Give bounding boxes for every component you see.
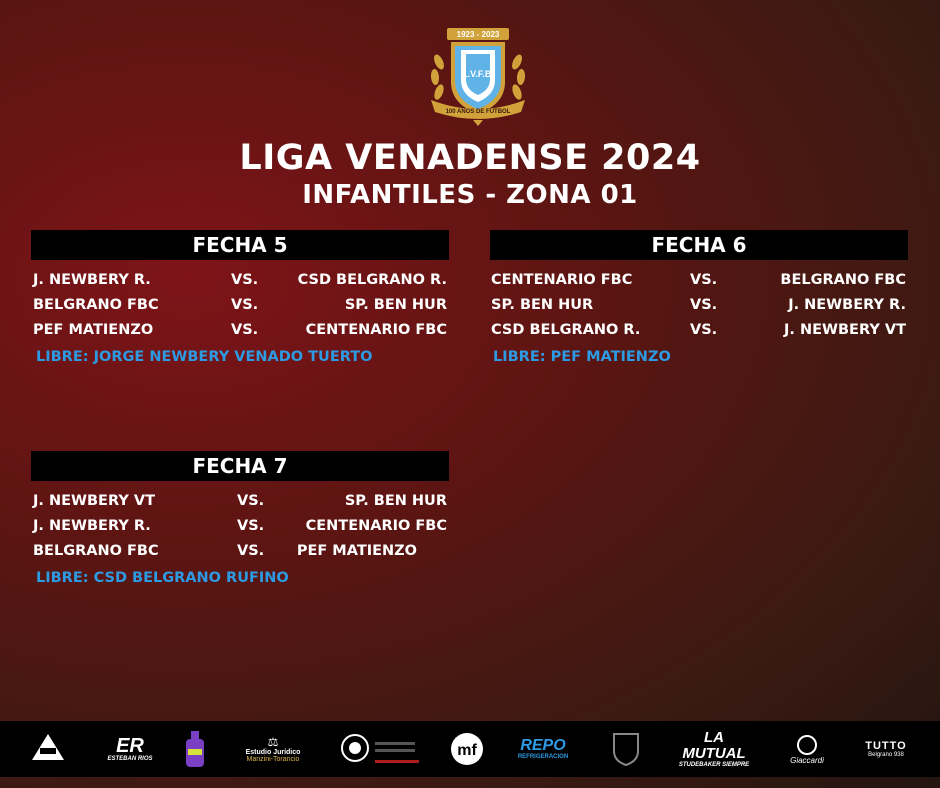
fecha-7-title: FECHA 7 (31, 451, 449, 481)
away-team: SP. BEN HUR (344, 493, 447, 509)
away-team: J. NEWBERY R. (788, 297, 906, 313)
sponsor-logo-1 (26, 729, 70, 769)
away-team: CENTENARIO FBC (305, 518, 447, 534)
match-row (490, 272, 908, 297)
estudio-name: Manzini-Torancio (246, 756, 300, 763)
home-team: CENTENARIO FBC (491, 272, 633, 288)
away-team: J. NEWBERY VT (784, 322, 906, 338)
vs-label: VS. (231, 272, 259, 288)
repo-sub: REFRIGERACION (517, 754, 569, 760)
page-subtitle: INFANTILES - ZONA 01 (302, 180, 638, 210)
match-row (31, 493, 449, 518)
giaccardi-name: Giaccardi (790, 755, 824, 765)
fecha-7-block (31, 451, 449, 586)
vs-label: VS. (231, 322, 259, 338)
vs-label: VS. (231, 297, 259, 313)
away-team: CENTENARIO FBC (305, 322, 447, 338)
libre-team: LIBRE: PEF MATIENZO (493, 349, 671, 365)
match-row (490, 297, 908, 322)
la-mutual-mark: LA MUTUAL (682, 729, 746, 762)
sponsor-esteban-rios (100, 729, 160, 769)
svg-text:mf: mf (457, 742, 477, 759)
crest-initials: L.V.F.B. (462, 69, 494, 79)
la-mutual-sub: STUDEBAKER SIEMPRE (678, 762, 750, 768)
sponsor-mf-logo (446, 729, 488, 769)
away-team: BELGRANO FBC (780, 272, 906, 288)
esteban-rios-mark: ER (116, 735, 144, 757)
home-team: J. NEWBERY VT (33, 493, 155, 509)
liga-crest-logo (425, 22, 531, 128)
match-row (31, 518, 449, 543)
home-team: PEF MATIENZO (33, 322, 154, 338)
match-row (31, 272, 449, 297)
sponsor-repo (506, 729, 580, 769)
sponsor-logo-circle (338, 729, 420, 769)
fecha-6-title: FECHA 6 (490, 230, 908, 260)
match-row (31, 297, 449, 322)
match-row (490, 322, 908, 347)
libre-team: LIBRE: JORGE NEWBERY VENADO TUERTO (36, 349, 373, 365)
fecha-5-block (31, 230, 449, 365)
away-team: CSD BELGRANO R. (297, 272, 447, 288)
sponsor-crest-logo (604, 729, 648, 769)
crest-years: 1923 - 2023 (456, 30, 500, 39)
fecha-6-block (490, 230, 908, 365)
tutto-mark: TUTTO (865, 740, 907, 752)
home-team: BELGRANO FBC (33, 297, 159, 313)
vs-label: VS. (690, 297, 718, 313)
vs-label: VS. (237, 543, 265, 559)
home-team: J. NEWBERY R. (33, 272, 151, 288)
repo-mark: REPO (520, 737, 566, 754)
libre-team: LIBRE: CSD BELGRANO RUFINO (36, 570, 289, 586)
fecha-5-title: FECHA 5 (31, 230, 449, 260)
tutto-address: Belgrano 938 (868, 752, 904, 758)
estudio-title: Estudio Jurídico (245, 749, 301, 756)
home-team: BELGRANO FBC (33, 543, 159, 559)
sponsor-bottle-logo (178, 729, 212, 769)
home-team: SP. BEN HUR (491, 297, 594, 313)
away-team: PEF MATIENZO (296, 543, 417, 559)
scales-icon: ⚖ (267, 735, 279, 749)
vs-label: VS. (690, 322, 718, 338)
esteban-rios-name: ESTEBAN RIOS (107, 756, 153, 762)
sponsor-estudio-juridico (240, 729, 306, 769)
away-team: SP. BEN HUR (344, 297, 447, 313)
vs-label: VS. (237, 518, 265, 534)
home-team: J. NEWBERY R. (33, 518, 151, 534)
vs-label: VS. (237, 493, 265, 509)
match-row (31, 322, 449, 347)
crest-ribbon: 100 AÑOS DE FUTBOL (445, 109, 511, 115)
sponsor-bar (0, 721, 940, 777)
vs-label: VS. (690, 272, 718, 288)
match-row (31, 543, 449, 568)
sponsor-giaccardi (784, 729, 830, 769)
page-title: LIGA VENADENSE 2024 (239, 138, 701, 178)
home-team: CSD BELGRANO R. (491, 322, 641, 338)
sponsor-la-mutual (672, 729, 756, 769)
sponsor-tutto (858, 729, 914, 769)
